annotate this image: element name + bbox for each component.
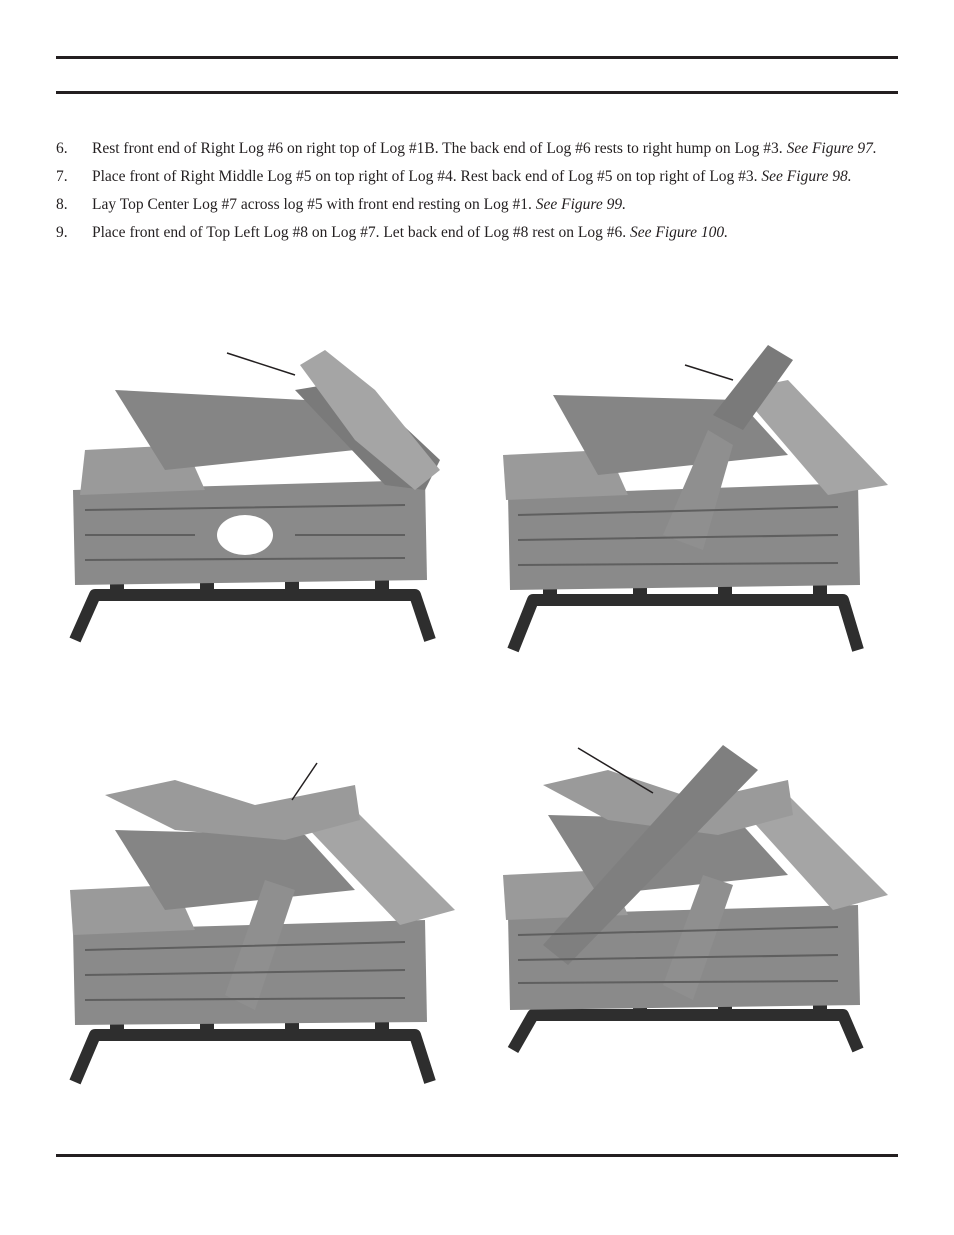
step-number: 9.	[56, 224, 68, 241]
step-text: Place front end of Top Left Log #8 on Log #7. Let back end of Log #8 rest on Log #6.	[92, 224, 630, 241]
log-stack	[503, 345, 888, 590]
log-set-illustration	[488, 335, 908, 665]
step-8	[56, 194, 901, 215]
figure-reference: See Figure 97.	[786, 140, 877, 157]
step-9	[56, 222, 901, 243]
figure-reference: See Figure 98.	[761, 168, 852, 185]
figure-98	[488, 335, 908, 665]
step-text: Place front of Right Middle Log #5 on top right of Log #4. Rest back end of Log #5 on top right of Log #3.	[92, 168, 762, 185]
callout-leader	[685, 365, 733, 380]
log-stack	[70, 780, 455, 1025]
step-number: 7.	[56, 168, 68, 185]
figure-reference: See Figure 100.	[630, 224, 728, 241]
log-stack	[503, 745, 888, 1010]
log-set-illustration	[488, 725, 908, 1055]
log-stack	[73, 350, 440, 585]
header-rule-top	[56, 56, 898, 59]
step-number: 8.	[56, 196, 68, 213]
figure-99	[55, 760, 475, 1090]
footer-rule	[56, 1154, 898, 1157]
log-set-illustration	[55, 760, 475, 1090]
figure-97	[55, 340, 475, 670]
header-rule-bottom	[56, 91, 898, 94]
figure-reference: See Figure 99.	[535, 196, 626, 213]
step-number: 6.	[56, 140, 68, 157]
instruction-list	[56, 138, 901, 250]
figure-100	[488, 725, 908, 1055]
step-text: Lay Top Center Log #7 across log #5 with front end resting on Log #1.	[92, 196, 536, 213]
callout-leader	[227, 353, 295, 375]
log-set-illustration	[55, 340, 475, 670]
step-6	[56, 138, 901, 159]
step-7	[56, 166, 901, 187]
step-text: Rest front end of Right Log #6 on right top of Log #1B. The back end of Log #6 rests to right hump on Log #3.	[92, 140, 787, 157]
